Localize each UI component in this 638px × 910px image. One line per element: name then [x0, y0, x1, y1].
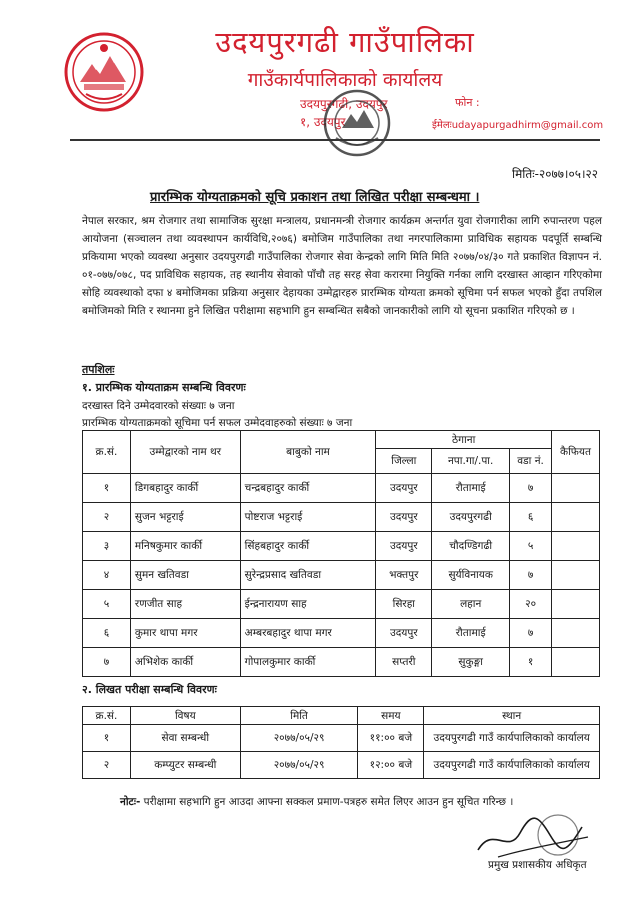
cell-subject: कम्प्युटर सम्बन्धी [130, 752, 240, 779]
cell-sn: ५ [83, 590, 131, 619]
cell-venue: उदयपुरगढी गाउँ कार्यपालिकाको कार्यालय [424, 752, 600, 779]
signer-title: प्रमुख प्रशासकीय अधिकृत [488, 859, 587, 871]
section2-heading: २. लिखत परीक्षा सम्बन्धि विवरणः [82, 683, 217, 696]
header-address: ठेगाना [376, 431, 552, 449]
cell-remarks [552, 619, 600, 648]
cell-name: रणजीत साह [130, 590, 240, 619]
cell-municipality: चौदण्डिगढी [432, 532, 510, 561]
cell-father: पोष्टराज भट्टराई [240, 503, 376, 532]
cell-father: चन्द्रबहादुर कार्की [240, 474, 376, 503]
office-name: उदयपुरगढी गाउँपालिका [215, 25, 475, 59]
cell-district: उदयपुर [376, 503, 432, 532]
passed-count: प्रारम्भिक योग्यताक्रमको सूचिमा पर्न सफल उम्मेदवाहरुको संख्याः ७ जना [82, 417, 353, 429]
cell-ward: ७ [510, 474, 552, 503]
cell-district: उदयपुर [376, 474, 432, 503]
exam-schedule-table [82, 706, 600, 779]
table-row [83, 648, 600, 677]
cell-date: २०७७/०५/२९ [240, 752, 358, 779]
cell-district: सिरहा [376, 590, 432, 619]
applicant-count: दरखास्त दिने उम्मेदवारको संख्याः ७ जना [82, 400, 235, 412]
cell-sn: ४ [83, 561, 131, 590]
section1-heading: १. प्रारम्भिक योग्यताक्रम सम्बन्धि विवरणः [82, 381, 246, 394]
header-candidate-name: उम्मेद्वारको नाम थर [130, 431, 240, 474]
office-address: उदयपुरगढी, उदयपुर [300, 97, 388, 111]
header-ward: वडा नं. [510, 449, 552, 474]
header-district: जिल्ला [376, 449, 432, 474]
letter-date: मितिः-२०७७।०५।२२ [511, 167, 598, 181]
cell-name: डिगबहादुर कार्की [130, 474, 240, 503]
cell-ward: ७ [510, 619, 552, 648]
cell-time: १२:०० बजे [358, 752, 424, 779]
cell-remarks [552, 474, 600, 503]
cell-remarks [552, 532, 600, 561]
municipality-logo [62, 30, 146, 114]
table-row [83, 532, 600, 561]
cell-sn: २ [83, 752, 131, 779]
header-time: समय [358, 707, 424, 725]
cell-time: ११:०० बजे [358, 725, 424, 752]
cell-father: अम्बरबहादुर थापा मगर [240, 619, 376, 648]
merit-list-table [82, 430, 600, 677]
cell-sn: ३ [83, 532, 131, 561]
cell-sn: २ [83, 503, 131, 532]
table-row [83, 561, 600, 590]
table-row [83, 590, 600, 619]
header-sn: क्र.सं. [83, 431, 131, 474]
table-row [83, 752, 600, 779]
office-ward: १, उदयपुर [300, 115, 346, 129]
cell-remarks [552, 561, 600, 590]
header-divider [70, 139, 600, 141]
cell-municipality: सुकुङ्गा [432, 648, 510, 677]
note-label: नोटः- [120, 796, 141, 808]
cell-ward: २० [510, 590, 552, 619]
header-venue: स्थान [424, 707, 600, 725]
cell-remarks [552, 503, 600, 532]
cell-sn: ७ [83, 648, 131, 677]
details-heading: तपशिलः [82, 363, 115, 376]
cell-father: ईन्द्रनारायण साह [240, 590, 376, 619]
header-sn: क्र.सं. [83, 707, 131, 725]
cell-name: मनिषकुमार कार्की [130, 532, 240, 561]
header-father-name: बाबुको नाम [240, 431, 376, 474]
cell-municipality: लहान [432, 590, 510, 619]
cell-district: उदयपुर [376, 532, 432, 561]
cell-father: सिंहबहादुर कार्की [240, 532, 376, 561]
table-row [83, 503, 600, 532]
note-text: परीक्षामा सहभागि हुन आउदा आफ्ना सक्कल प्रमाण-पत्रहरु समेत लिएर आउन हुन सूचित गरिन्छ । [143, 796, 514, 808]
cell-remarks [552, 590, 600, 619]
cell-ward: ६ [510, 503, 552, 532]
subject-line: प्रारम्भिक योग्यताक्रमको सूचि प्रकाशन तथा लिखित परीक्षा सम्बन्धमा । [150, 190, 480, 205]
cell-district: उदयपुर [376, 619, 432, 648]
cell-father: सुरेन्द्रप्रसाद खतिवडा [240, 561, 376, 590]
cell-name: सुजन भट्टराई [130, 503, 240, 532]
cell-venue: उदयपुरगढी गाउँ कार्यपालिकाको कार्यालय [424, 725, 600, 752]
phone-label: फोन : [455, 96, 480, 109]
cell-ward: ७ [510, 561, 552, 590]
cell-name: कुमार थापा मगर [130, 619, 240, 648]
cell-ward: १ [510, 648, 552, 677]
notice-body: नेपाल सरकार, श्रम रोजगार तथा सामाजिक सुरक्षा मन्त्रालय, प्रधानमन्त्री रोजगार कार्यक्रम अन्तर्गत युवा रोजगारीका लागि रुपान्तरण पहल आयोजना (सञ्चालन तथा व्यवस्थापन कार्यविधि,२०७६) बमोजिम गाउँपालिका तथा नगरपालिकामा प्राविधिक सहायक पदपूर्ति सम्बन्धि प्रकियामा भएको व्यवस्था अनुसार उदयपुरगढी गाउँपालिका रोजगार सेवा केन्द्रको लागि मिति मिति २०७७/०४/३० गते प्रकाशित विज्ञापन नं. ०१-०७७/०७८, पद प्राविधिक सहायक, तह स्थानीय सेवाको पाँचौ तह सरह सेवा करारमा नियुक्ति गर्नका लागि दरखास्त आव्हान गरिएकोमा सोहि व्यवस्थाको दफा ४ बमोजिमका प्रक्रिया अनुसार देहायका उम्मेद्वारहरु प्रारम्भिक योग्यता क्रमको सूचिमा पर्न सफल भएको हुँदा तपशिल बमोजिमको मिति र स्थानमा हुने लिखित परीक्षामा सहभागि हुन सम्बन्धित सबैको जानकारीको लागि यो सूचना प्रकाशित गरिएको छ । [82, 215, 602, 317]
office-subtitle: गाउँकार्यपालिकाको कार्यालय [247, 69, 443, 91]
header-municipality: नपा.गा/.पा. [432, 449, 510, 474]
email-address: ईमेलःudayapurgadhirm@gmail.com [432, 120, 604, 131]
header-subject: विषय [130, 707, 240, 725]
office-stamp [318, 88, 396, 158]
table-row [83, 474, 600, 503]
cell-subject: सेवा सम्बन्धी [130, 725, 240, 752]
cell-sn: ६ [83, 619, 131, 648]
cell-name: सुमन खतिवडा [130, 561, 240, 590]
note [120, 795, 513, 809]
header-date: मिति [240, 707, 358, 725]
cell-sn: १ [83, 725, 131, 752]
cell-district: सप्तरी [376, 648, 432, 677]
cell-name: अभिशेक कार्की [130, 648, 240, 677]
header-remarks: कैफियत [552, 431, 600, 474]
cell-father: गोपालकुमार कार्की [240, 648, 376, 677]
cell-municipality: रौतामाई [432, 619, 510, 648]
cell-municipality: सुर्यविनायक [432, 561, 510, 590]
cell-sn: १ [83, 474, 131, 503]
cell-ward: ५ [510, 532, 552, 561]
cell-remarks [552, 648, 600, 677]
cell-municipality: रौतामाई [432, 474, 510, 503]
cell-date: २०७७/०५/२९ [240, 725, 358, 752]
cell-district: भक्तपुर [376, 561, 432, 590]
cell-municipality: उदयपुरगढी [432, 503, 510, 532]
table-row [83, 725, 600, 752]
table-row [83, 619, 600, 648]
